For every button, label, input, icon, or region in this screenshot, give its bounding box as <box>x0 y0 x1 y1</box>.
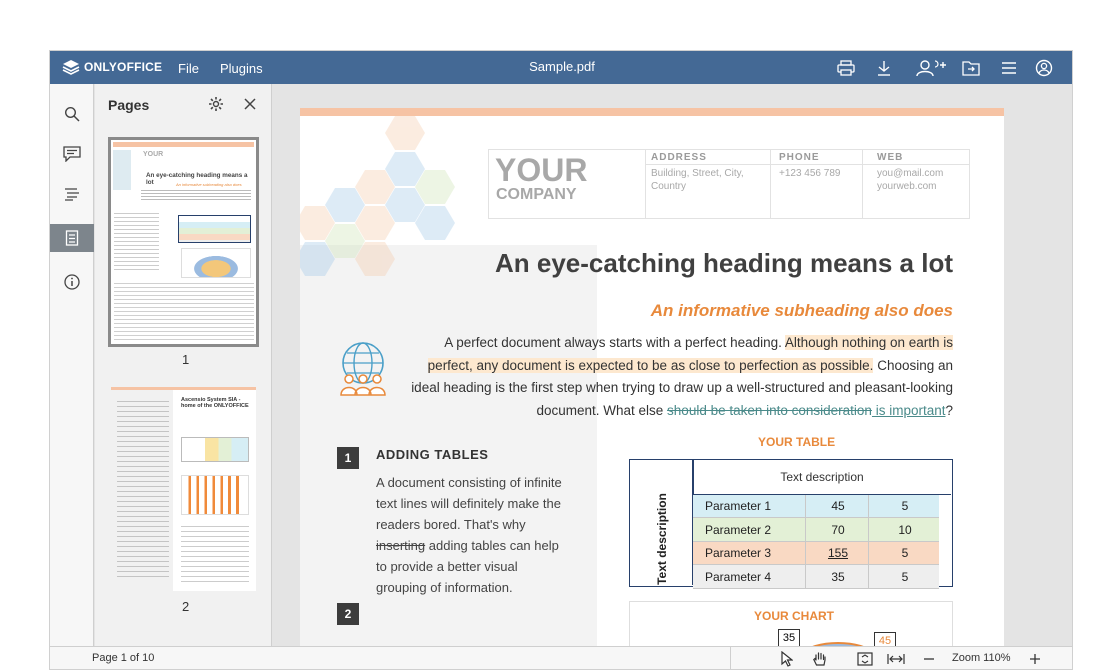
thumb-chart <box>181 248 251 278</box>
chart-label: 35 <box>778 629 800 646</box>
pages-icon[interactable] <box>50 224 94 252</box>
document-heading: An eye-catching heading means a lot <box>495 248 953 278</box>
phone-value: +123 456 789 <box>779 168 841 179</box>
document-title: Sample.pdf <box>529 59 595 74</box>
thumb-heading: An eye-catching heading means a lot <box>146 172 248 186</box>
zoom-out-icon[interactable] <box>919 650 939 668</box>
address-line-2: Country <box>651 181 687 192</box>
page-indicator[interactable]: Page 1 of 10 <box>92 652 155 664</box>
chart-label: 45 <box>874 632 896 646</box>
section-strikethrough: inserting <box>376 538 426 553</box>
thumb-text <box>114 210 159 270</box>
zoom-in-icon[interactable] <box>1025 650 1045 668</box>
table-cell-value-1: 70 <box>831 522 845 537</box>
section-text: A document consisting of infinite text lines will definitely make the readers bored. That's why <box>376 475 562 532</box>
page-number-1: 1 <box>182 352 190 367</box>
left-sidebar <box>50 84 94 646</box>
page-thumbnail-2[interactable] <box>111 387 256 591</box>
gear-icon[interactable] <box>208 96 224 117</box>
open-location-icon[interactable] <box>960 58 982 78</box>
thumb-your: YOUR <box>143 151 164 158</box>
section-text: adding tables can help to provide a better visual grouping of information. <box>376 538 559 595</box>
pages-panel-title: Pages <box>108 97 150 113</box>
thumb-decoration <box>113 150 131 190</box>
table-header: Text description <box>780 470 864 484</box>
plugins-menu[interactable]: Plugins <box>220 61 263 76</box>
thumb-heading: Ascensio System SIA - home of the ONLYOFFICE <box>181 397 249 409</box>
table-title: YOUR TABLE <box>758 435 836 449</box>
thumb-table <box>181 437 249 462</box>
table-cell-value-1: 45 <box>831 499 845 513</box>
company-logo-company: COMPANY <box>496 186 577 203</box>
divider <box>770 149 771 219</box>
table-cell-value-2: 10 <box>898 522 912 537</box>
table-row <box>693 565 939 589</box>
top-toolbar <box>50 51 1073 84</box>
section-number-1: 1 <box>337 447 359 469</box>
section-body <box>376 472 566 598</box>
thumb-text <box>114 280 254 340</box>
table-cell-value-2: 5 <box>901 569 909 584</box>
thumb-topbar <box>113 142 254 147</box>
table-cell-parameter: Parameter 2 <box>705 522 772 537</box>
table-divider <box>868 518 869 541</box>
pages-panel <box>95 84 272 646</box>
zoom-level[interactable]: Zoom 110% <box>952 652 1011 664</box>
para-text: A perfect document always starts with a perfect heading. <box>444 335 785 350</box>
print-icon[interactable] <box>835 58 857 78</box>
table-row <box>693 542 939 565</box>
document-subheading: An informative subheading also does <box>650 301 953 320</box>
company-logo-your: YOUR <box>495 152 588 188</box>
table-side-label: Text description <box>655 493 669 585</box>
web-label: WEB <box>877 152 904 163</box>
page-top-accent <box>300 108 1004 116</box>
table-cell-value-1: 155 <box>827 546 849 560</box>
table-divider <box>868 565 869 588</box>
table-cell-parameter: Parameter 4 <box>705 569 772 584</box>
divider <box>730 647 731 670</box>
web-value <box>877 167 943 193</box>
table-cell-value-2: 5 <box>901 546 909 560</box>
divider <box>645 164 970 165</box>
intro-paragraph <box>408 332 953 422</box>
share-icon[interactable] <box>914 58 948 78</box>
file-menu[interactable]: File <box>178 61 199 76</box>
address-label: ADDRESS <box>651 152 707 163</box>
table-cell-value-2: 5 <box>901 499 909 513</box>
para-text: Choosing an ideal heading is the first step when trying to draw up a well-structured and pleasant-looking document. What else <box>411 357 953 418</box>
table-divider <box>868 542 869 564</box>
table-divider <box>805 518 806 541</box>
editor-window <box>49 50 1073 670</box>
para-underline: is important <box>871 402 946 418</box>
chart-pie-edge <box>800 635 876 646</box>
table-row <box>693 518 939 542</box>
thumb-table <box>178 215 251 243</box>
section-title: ADDING TABLES <box>376 447 489 462</box>
para-strikethrough: should be taken into consideration <box>667 402 872 418</box>
navigation-icon[interactable] <box>50 180 94 208</box>
table-divider <box>805 565 806 588</box>
table-divider <box>805 542 806 564</box>
chart-title: YOUR CHART <box>754 609 834 623</box>
table-cell-parameter: Parameter 1 <box>705 499 772 513</box>
comments-icon[interactable] <box>50 140 94 168</box>
divider <box>862 149 863 219</box>
table-cell-parameter: Parameter 3 <box>705 546 772 560</box>
section-number-2: 2 <box>337 603 359 625</box>
menu-icon[interactable] <box>998 58 1020 78</box>
user-icon[interactable] <box>1033 58 1055 78</box>
address-value <box>651 167 744 193</box>
divider <box>645 149 646 219</box>
brand-name: ONLYOFFICE <box>84 60 163 74</box>
table-divider <box>805 495 806 517</box>
status-bar <box>50 646 1073 670</box>
fit-page-icon[interactable] <box>855 650 875 668</box>
fit-width-icon[interactable] <box>886 650 906 668</box>
para-text: ? <box>945 402 953 418</box>
data-table <box>629 459 953 587</box>
download-icon[interactable] <box>873 58 895 78</box>
phone-label: PHONE <box>779 152 820 163</box>
info-icon[interactable] <box>50 268 94 296</box>
hexagon-decoration <box>300 116 470 286</box>
close-icon[interactable] <box>243 97 257 116</box>
thumb-text <box>141 188 251 202</box>
thumb-chart <box>181 475 249 515</box>
para-highlight: Although nothing on earth is perfect, any document is expected to be as close to perfection as possible. <box>427 335 953 373</box>
table-cell-value-1: 35 <box>831 569 845 584</box>
select-tool-icon[interactable] <box>777 650 797 668</box>
hand-tool-icon[interactable] <box>810 650 830 668</box>
globe-people-icon <box>335 341 391 397</box>
thumb-subheading: An informative subheading also does <box>176 182 242 187</box>
document-page <box>300 108 1004 646</box>
document-viewport[interactable] <box>272 84 1073 646</box>
search-icon[interactable] <box>50 100 94 128</box>
table-row <box>693 495 939 518</box>
table-divider <box>868 495 869 517</box>
thumb-text <box>181 522 249 582</box>
thumb-text <box>117 397 169 577</box>
page-number-2: 2 <box>182 599 190 614</box>
web-site: yourweb.com <box>877 181 937 192</box>
page-thumbnail-1[interactable] <box>108 137 259 347</box>
web-email: you@mail.com <box>877 168 944 179</box>
address-line-1: Building, Street, City, <box>651 168 744 179</box>
